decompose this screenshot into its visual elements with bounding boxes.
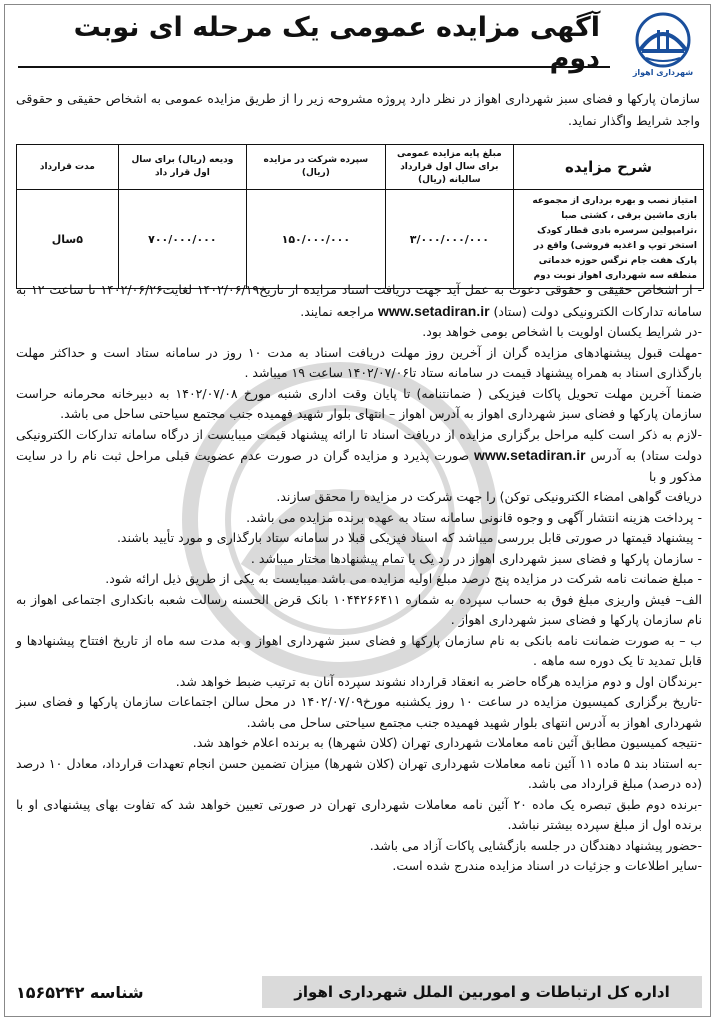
paragraph-guarantee-amount: - مبلغ ضمانت نامه شرکت در مزایده پنج درصد مبلغ اولیه مزایده می باشد میبایست به یکی از طریق ذیل ارائه شود.	[105, 571, 702, 586]
auction-table	[16, 144, 704, 289]
paragraph-text: صورت پذیرد و مزایده گران در صورت عدم عضویت قبلی مراحل ثبت نام را در سایت مذکور و با	[16, 448, 702, 484]
paragraph-token: دریافت گواهی امضاء الکترونیکی توکن) را جهت شرکت در مزایده را محقق سازند.	[276, 489, 702, 504]
header-participation: سپرده شرکت در مزایده (ریال)	[247, 145, 386, 190]
cell-duration: ۵سال	[17, 190, 119, 289]
paragraph-forfeit: -برندگان اول و دوم مزایده هرگاه حاضر به انعقاد قرارداد نشوند سپرده آنان به ترتیب ضبط خواهد شد.	[175, 673, 702, 689]
paragraph-deposit-account: الف– فیش واریزی مبلغ فوق به حساب سپرده به شماره ۱۰۴۴۲۶۶۴۱۱ بانک قرض الحسنه رسالت شعبه بانکداری اجتماعی اهواز به نام سازمان پارکها و فضای سبز شهرداری اهواز .	[16, 591, 702, 627]
paragraph-text: مراجعه نمایند.	[300, 303, 379, 319]
setadiran-link[interactable]: www.setadiran.ir	[378, 302, 490, 319]
cell-participation: ۱۵۰/۰۰۰/۰۰۰	[247, 190, 386, 289]
notice-serial: شناسه ۱۵۶۵۲۴۲	[16, 982, 144, 1002]
paragraph-physical-envelopes: ضمنا آخرین مهلت تحویل پاکات فیزیکی ( ضمانتنامه) تا پایان وقت اداری شنبه مورخ ۱۴۰۲/۰۷/۰۸ به دبیرخانه محرمانه حراست سازمان پارکها و فضای سبز شهرداری اهواز به آدرس اهواز – انتهای بلوار شهید فهمیده جنب مجتمع سیاحتی ساحل می باشد.	[16, 385, 702, 421]
paragraph-rejection-right: - سازمان پارکها و فضای سبز شهرداری اهواز در رد یک یا تمام پیشنهادها مختار میباشد .	[250, 550, 702, 566]
cell-base-price: ۳/۰۰۰/۰۰۰/۰۰۰	[385, 190, 513, 289]
title-box	[18, 12, 610, 74]
paragraph-second-winner: -برنده دوم طبق تبصره یک ماده ۲۰ آئین نامه معاملات شهرداری تهران در صورتی تعیین خواهد شد که تفاوت بهای پیشنهادی او با برنده اول از مبلغ سپرده بیشتر نباشد.	[16, 796, 702, 832]
header-base-price: مبلغ پایه مزایده عمومی برای سال اول قرارداد سالیانه (ریال)	[385, 145, 513, 190]
paragraph-performance-bond: -به استناد بند ۵ ماده ۱۱ آئین نامه معاملات شهرداری تهران (کلان شهرها) میزان تضمین حسن انجام تعهدات قرارداد، معادل ۱۰ درصد (ده درصد) مبلغ قرارداد می باشد.	[16, 755, 702, 791]
notice-header	[12, 10, 706, 78]
paragraph-document-dates	[16, 280, 702, 322]
intro-paragraph: سازمان پارکها و فضای سبز شهرداری اهواز در نظر دارد پروژه مشروحه زیر را از طریق مزایده عمومی به اشخاص حقیقی و حقوقی واجد شرایط واگذار نماید.	[16, 91, 700, 128]
cell-desc: امتیاز نصب و بهره برداری از مجموعه بازی ماشین برقی ، کشتی صبا ،ترامپولین سرسره بادی قطار کودک استخر توپ و اغذیه فروشی) واقع در پارک هفت جام نرگس حوزه خدماتی منطقه سه شهرداری اهواز نوبت دوم	[514, 190, 704, 289]
logo-caption: شهرداری اهواز	[632, 68, 694, 77]
paragraph-text: - از اشخاص حقیقی و حقوقی دعوت به عمل آید جهت دریافت اسناد مزایده از تاریخ۱۴۰۲/۰۶/۱۹ لغایت۱۴۰۲/۰۶/۲۶ تا ساعت ۱۲ به سامانه تدارکات الکترونیکی دولت (ستاد)	[16, 282, 703, 319]
paragraph-attendance: -حضور پیشنهاد دهندگان در جلسه بازگشایی پاکات آزاد می باشد.	[369, 837, 702, 853]
table-row	[17, 190, 704, 289]
header-desc: شرح مزایده	[514, 145, 704, 190]
paragraph-other-info: -سایر اطلاعات و جزئیات در اسناد مزایده مندرج شده است.	[392, 858, 702, 873]
paragraph-commission-date: -تاریخ برگزاری کمیسیون مزایده در ساعت ۱۰ روز یکشنبه مورخ۱۴۰۲/۰۷/۰۹ در محل سالن اجتماعات سازمان پارکها و فضای سبز شهرداری اهواز به آدرس انتهای بلوار شهید فهمیده جنب مجتمع سیاحتی ساحل می باشد.	[16, 694, 702, 730]
page-title: آگهی مزایده عمومی یک مرحله ای نوبت دوم	[73, 12, 600, 74]
cell-deposit: ۷۰۰/۰۰۰/۰۰۰	[118, 190, 246, 289]
notice-footer	[16, 972, 702, 1012]
paragraph-setad-process	[16, 425, 702, 488]
paragraph-commission-result: -نتیجه کمیسیون مطابق آئین نامه معاملات شهرداری تهران (کلان شهرها) به برنده اعلام خواهد شد.	[192, 735, 702, 750]
header-duration: مدت قرارداد	[17, 145, 119, 190]
paragraph-price-review: - پیشنهاد قیمتها در صورتی قابل بررسی میباشد که اسناد فیزیکی قبلا در سامانه ستاد بارگذاری و مورد تأیید باشند.	[116, 530, 702, 545]
paragraph-advert-cost: - پرداخت هزینه انتشار آگهی و وجوه قانونی سامانه ستاد به عهده برنده مزایده می باشد.	[246, 509, 702, 525]
paragraph-text: -لازم به ذکر است کلیه مراحل برگزاری مزایده از دریافت اسناد تا ارائه پیشنهاد قیمت میبایست از درگاه سامانه تدارکات الکترونیکی دولت ستاد) به آدرس	[16, 426, 702, 463]
notice-body	[16, 280, 702, 877]
department-banner: اداره کل ارتباطات و اموربین الملل شهرداری اهواز	[262, 976, 702, 1008]
paragraph-local-priority: -در شرایط یکسان اولویت با اشخاص بومی خواهد بود.	[422, 324, 702, 339]
setadiran-link[interactable]: www.setadiran.ir	[474, 447, 586, 463]
paragraph-bank-guarantee: ب – به صورت ضمانت نامه بانکی به نام سازمان پارکها و فضای سبز شهرداری اهواز و به مدت سه ماه از تاریخ افتتاح پیشنهادها و قابل تمدید تا یک دوره سه ماهه .	[16, 632, 702, 668]
table-header-row	[17, 145, 704, 190]
header-deposit: ودیعه (ریال) برای سال اول قرار داد	[118, 145, 246, 190]
paragraph-bid-deadline: -مهلت قبول پیشنهادهای مزایده گران از آخرین روز مهلت دریافت اسناد به مدت ۱۰ روز در سامانه ستاد است و حداکثر مهلت بارگذاری اسناد به همراه پیشنهاد قیمت در سامانه ستاد تا۱۴۰۲/۰۷/۰۶ ساعت ۱۹ میباشد .	[16, 344, 702, 380]
